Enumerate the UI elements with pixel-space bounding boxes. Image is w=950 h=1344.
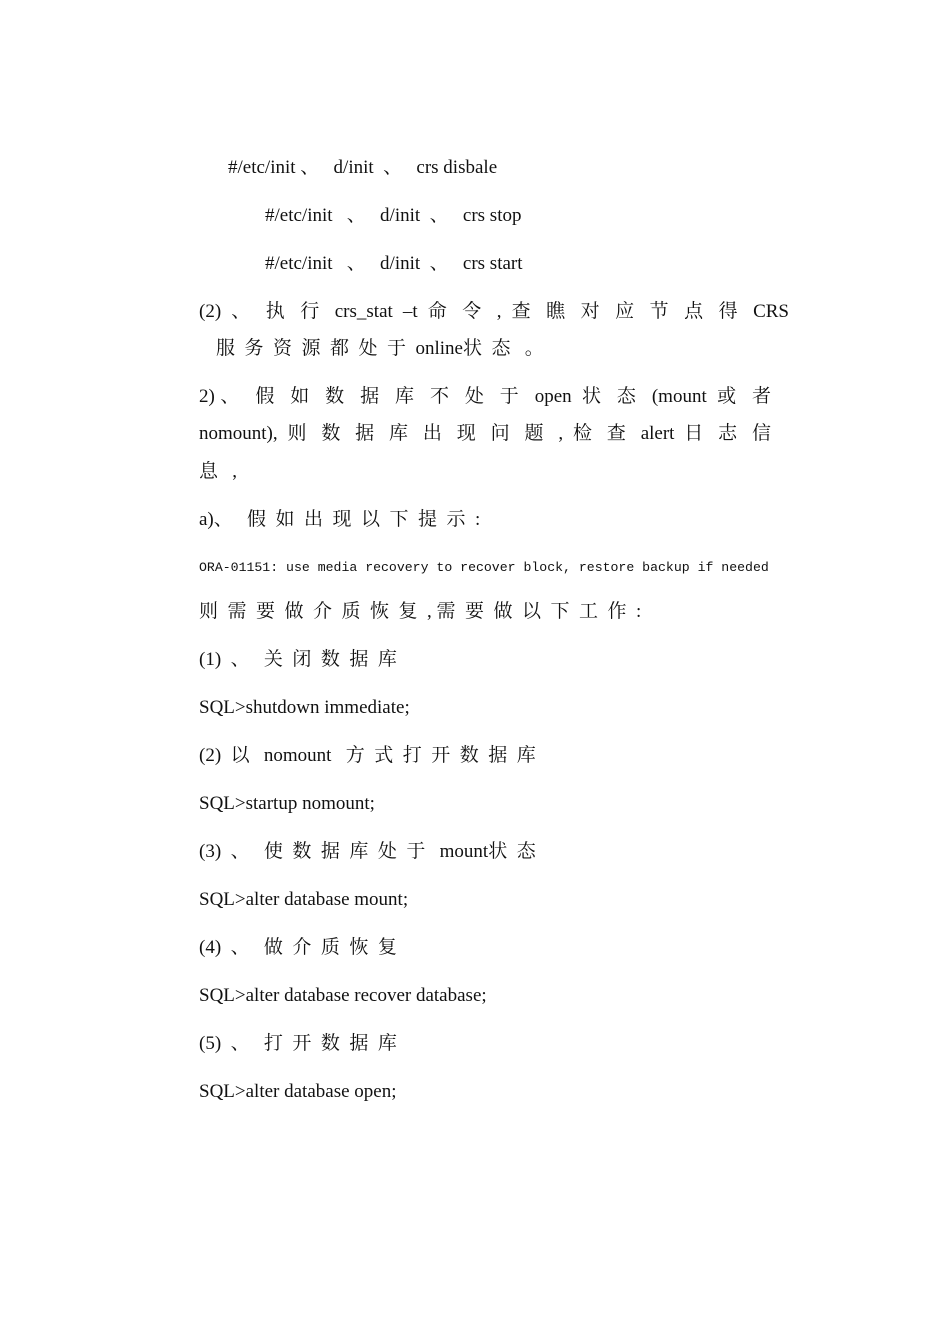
media-recovery-intro: 则 需 要 做 介 质 恢 复 , 需 要 做 以 下 工 作 : [199, 601, 642, 622]
step-5-heading: (5) 、 打 开 数 据 库 [199, 1033, 397, 1054]
sql-startup-nomount: SQL>startup nomount; [199, 793, 375, 814]
ora-error-message: ORA-01151: use media recovery to recover block, restore backup if needed [199, 560, 769, 575]
command-crs-start: #/etc/init 、 d/init 、 crs start [265, 253, 523, 274]
step-2-crs-stat-cont: 服 务 资 源 都 处 于 online状 态 。 [216, 338, 544, 359]
step-2-heading: (2) 以 nomount 方 式 打 开 数 据 库 [199, 745, 536, 766]
step-4-heading: (4) 、 做 介 质 恢 复 [199, 937, 397, 958]
sql-recover-database: SQL>alter database recover database; [199, 985, 487, 1006]
case-a-heading: a)、 假 如 出 现 以 下 提 示 : [199, 509, 481, 530]
db-not-open-paragraph-end: 息 , [199, 461, 238, 482]
db-not-open-paragraph-cont: nomount), 则 数 据 库 出 现 问 题 , 检 查 alert 日 志 信 [199, 423, 771, 444]
step-2-crs-stat: (2) 、 执 行 crs_stat –t 命 令 , 查 瞧 对 应 节 点 得 CRS [199, 301, 789, 322]
sql-alter-open: SQL>alter database open; [199, 1081, 397, 1102]
command-crs-stop: #/etc/init 、 d/init 、 crs stop [265, 205, 522, 226]
db-not-open-paragraph: 2)、 假 如 数 据 库 不 处 于 open 状 态 (mount 或 者 [199, 386, 771, 407]
sql-alter-mount: SQL>alter database mount; [199, 889, 409, 910]
sql-shutdown: SQL>shutdown immediate; [199, 697, 410, 718]
command-crs-disable: #/etc/init 、 d/init 、 crs disbale [228, 157, 498, 178]
step-3-heading: (3) 、 使 数 据 库 处 于 mount状 态 [199, 841, 536, 862]
step-1-heading: (1) 、 关 闭 数 据 库 [199, 649, 397, 670]
